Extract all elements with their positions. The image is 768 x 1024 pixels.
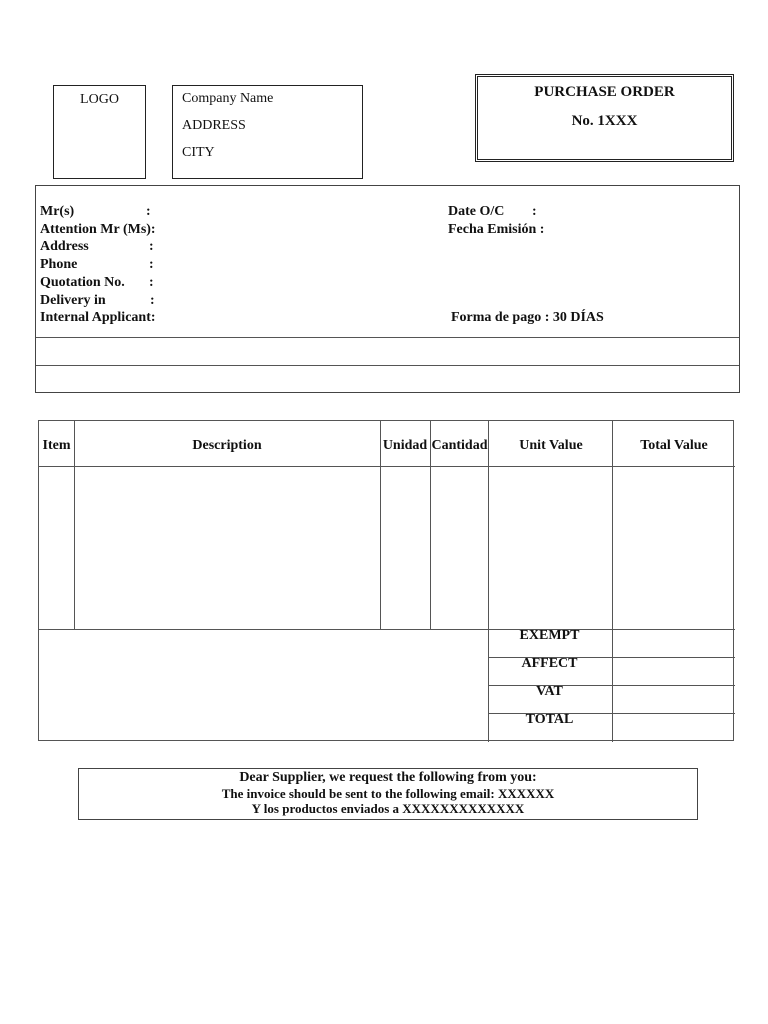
label-delivery: Delivery in (40, 293, 106, 308)
label-address: Address (40, 239, 89, 254)
header-total-value: Total Value (640, 438, 708, 453)
total-label-vat: VAT (536, 684, 563, 699)
company-name: Company Name (182, 91, 274, 106)
note-line-2: The invoice should be sent to the following email: XXXXXX (221, 786, 555, 801)
divider (74, 421, 75, 629)
total-label-affect: AFFECT (521, 656, 578, 671)
divider (39, 629, 735, 630)
label-fecha-emision: Fecha Emisión : (448, 222, 545, 237)
label-attention: Attention Mr (Ms): (40, 222, 156, 237)
label-date-oc: Date O/C (448, 204, 505, 219)
label-forma-pago: Forma de pago : 30 DÍAS (451, 310, 604, 325)
divider (612, 421, 613, 742)
company-address: ADDRESS (182, 118, 246, 133)
items-table (38, 420, 734, 741)
label-quotation: Quotation No. (40, 275, 125, 290)
colon-quotation: : (149, 275, 154, 290)
divider (380, 421, 381, 629)
note-line-1: Dear Supplier, we request the following from you: (239, 770, 537, 785)
po-number: No. 1XXX (571, 113, 638, 129)
divider (430, 421, 431, 629)
company-city: CITY (182, 145, 215, 160)
logo-placeholder (53, 85, 146, 179)
label-internal-applicant: Internal Applicant: (40, 310, 156, 325)
company-info-box (172, 85, 363, 179)
logo-label: LOGO (80, 92, 119, 107)
header-unit-value: Unit Value (519, 438, 583, 453)
divider (36, 365, 739, 366)
header-cantidad: Cantidad (431, 438, 488, 453)
supplier-note-box (78, 768, 698, 820)
header-item: Item (42, 438, 71, 453)
colon-date-oc: : (532, 204, 537, 219)
purchase-order-title-box (475, 74, 734, 162)
note-line-3: Y los productos enviados a XXXXXXXXXXXXX (251, 801, 525, 816)
colon-phone: : (149, 257, 154, 272)
colon-address: : (149, 239, 154, 254)
po-title: PURCHASE ORDER (534, 84, 675, 100)
colon-delivery: : (150, 293, 155, 308)
supplier-info-box (35, 185, 740, 393)
total-label-total: TOTAL (525, 712, 574, 727)
total-label-exempt: EXEMPT (519, 628, 580, 643)
divider (39, 466, 735, 467)
divider (36, 337, 739, 338)
header-unidad: Unidad (382, 438, 428, 453)
label-mr: Mr(s) (40, 204, 75, 219)
colon-mr: : (146, 204, 151, 219)
header-description: Description (192, 438, 262, 453)
label-phone: Phone (40, 257, 78, 272)
